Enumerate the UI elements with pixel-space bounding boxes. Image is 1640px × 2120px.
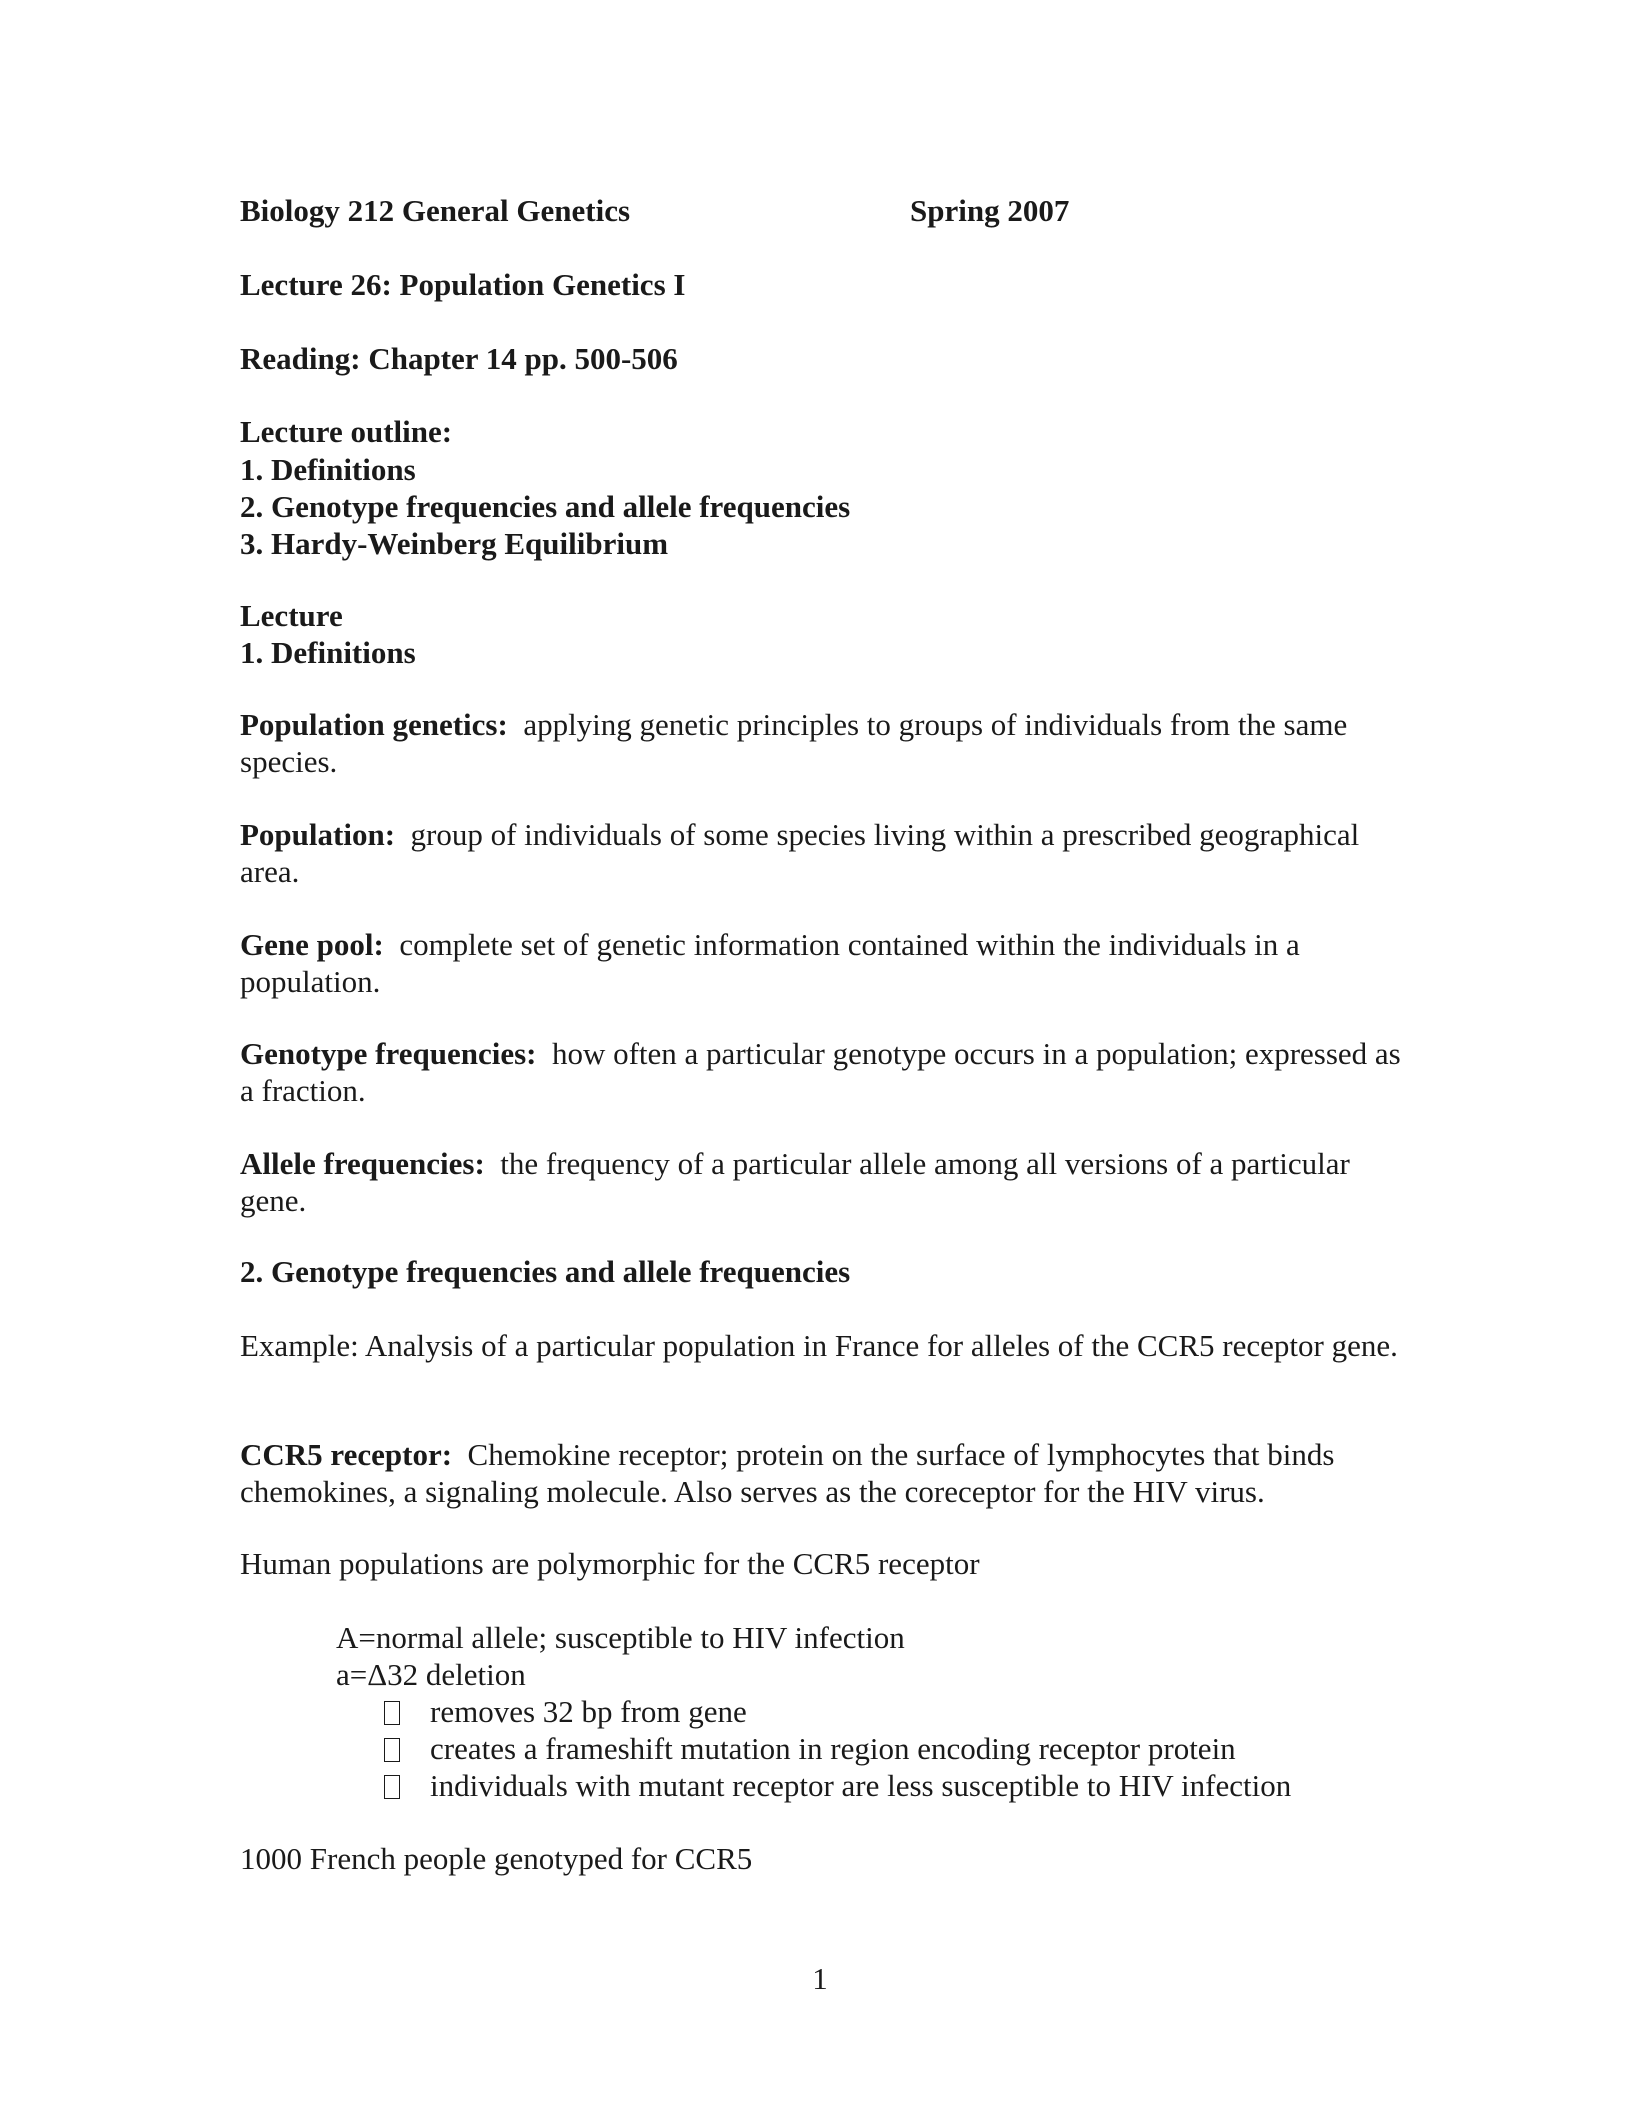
checkbox-glyph-icon bbox=[384, 1701, 400, 1725]
definition-text: how often a particular genotype occurs in a population; expressed as a fraction. bbox=[240, 1036, 1401, 1108]
definition-text: complete set of genetic information contained within the individuals in a population. bbox=[240, 927, 1300, 999]
list-item-text: removes 32 bp from gene bbox=[430, 1694, 747, 1729]
section-heading: 2. Genotype frequencies and allele frequencies bbox=[240, 1254, 851, 1289]
definition-gene-pool bbox=[240, 926, 1410, 1000]
list-item bbox=[384, 1767, 1291, 1805]
checkbox-glyph-icon bbox=[384, 1738, 400, 1762]
term-label: Spring 2007 bbox=[910, 193, 1070, 228]
definition-population-genetics bbox=[240, 706, 1410, 780]
definition-text: the frequency of a particular allele among all versions of a particular gene. bbox=[240, 1146, 1350, 1218]
list-item bbox=[384, 1730, 1236, 1768]
allele-deletion: a=Δ32 deletion bbox=[336, 1657, 526, 1692]
section-heading: 1. Definitions bbox=[240, 635, 416, 670]
definition-allele-frequencies bbox=[240, 1145, 1410, 1219]
outline-heading: Lecture outline: bbox=[240, 414, 453, 449]
definition-text: group of individuals of some species living within a prescribed geographical area. bbox=[240, 817, 1360, 889]
example-paragraph: Example: Analysis of a particular population in France for alleles of the CCR5 receptor gene. bbox=[240, 1328, 1398, 1363]
genotyped-statement: 1000 French people genotyped for CCR5 bbox=[240, 1841, 753, 1876]
definition-population bbox=[240, 816, 1410, 890]
list-item-text: individuals with mutant receptor are less susceptible to HIV infection bbox=[430, 1768, 1292, 1803]
polymorphic-statement: Human populations are polymorphic for the CCR5 receptor bbox=[240, 1546, 980, 1581]
definition-term: Genotype frequencies: bbox=[240, 1036, 537, 1071]
definition-term: Gene pool: bbox=[240, 927, 384, 962]
allele-normal: A=normal allele; susceptible to HIV infection bbox=[336, 1620, 905, 1655]
definition-text: Chemokine receptor; protein on the surface of lymphocytes that binds chemokines, a signaling molecule. Also serves as the coreceptor for the HIV virus. bbox=[240, 1437, 1335, 1509]
definition-term: Allele frequencies: bbox=[240, 1146, 485, 1181]
outline-item: 1. Definitions bbox=[240, 452, 416, 487]
reading-assignment: Reading: Chapter 14 pp. 500-506 bbox=[240, 341, 678, 376]
list-item-text: creates a frameshift mutation in region encoding receptor protein bbox=[430, 1731, 1236, 1766]
definition-term: Population genetics: bbox=[240, 707, 508, 742]
course-title: Biology 212 General Genetics bbox=[240, 193, 631, 228]
outline-item: 2. Genotype frequencies and allele frequencies bbox=[240, 489, 851, 524]
page-number: 1 bbox=[812, 1961, 828, 1996]
lecture-title: Lecture 26: Population Genetics I bbox=[240, 267, 686, 302]
definition-genotype-frequencies bbox=[240, 1035, 1410, 1109]
definition-text: applying genetic principles to groups of individuals from the same species. bbox=[240, 707, 1348, 779]
definition-term: Population: bbox=[240, 817, 396, 852]
list-item bbox=[384, 1693, 747, 1731]
definition-term: CCR5 receptor: bbox=[240, 1437, 453, 1472]
checkbox-glyph-icon bbox=[384, 1775, 400, 1799]
lecture-heading: Lecture bbox=[240, 598, 343, 633]
ccr5-definition bbox=[240, 1436, 1410, 1510]
outline-item: 3. Hardy-Weinberg Equilibrium bbox=[240, 526, 669, 561]
